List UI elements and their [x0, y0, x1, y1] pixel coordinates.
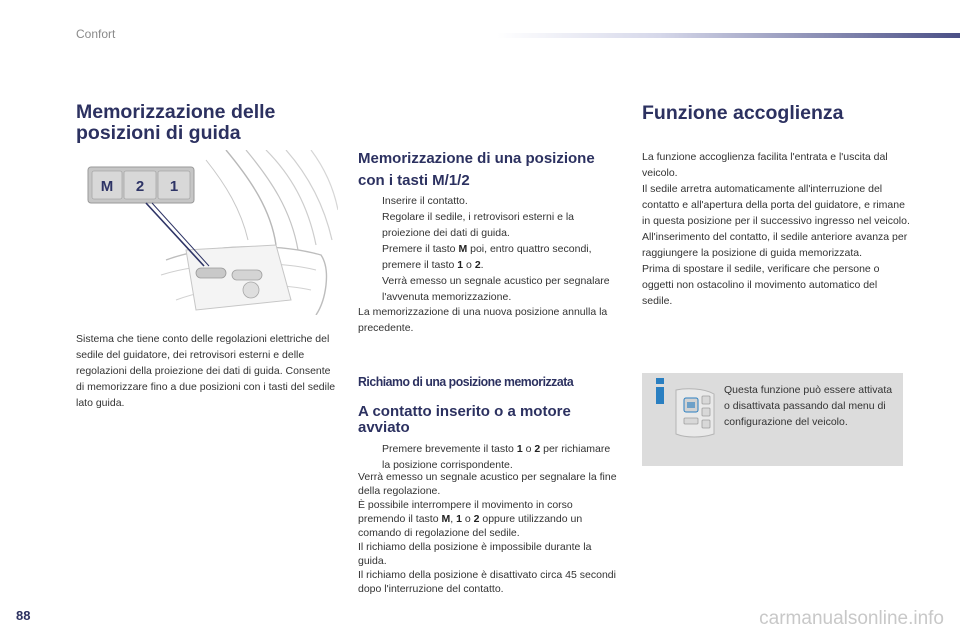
header-bar [497, 33, 960, 38]
paragraph: Il sedile arretra automaticamente all'interruzione del contatto e all'apertura della porta del guidatore, e rimane in questa posizione per il successivo ingresso nel veicolo. [642, 183, 910, 227]
page-number: 88 [16, 608, 31, 623]
key-2: 2 [534, 443, 541, 455]
heading-richiamo: Richiamo di una posizione memorizzata [358, 374, 574, 389]
info-icon [652, 378, 668, 404]
title-line: posizioni di guida [76, 122, 241, 144]
switch-label-1: 1 [169, 178, 179, 195]
paragraph [358, 498, 620, 540]
steering-buttons-icon [672, 388, 718, 438]
list-item [358, 209, 620, 241]
seat-illustration [76, 150, 338, 315]
title-line: A contatto inserito o a motore [358, 403, 571, 420]
watermark: carmanualsonline.info [759, 608, 944, 629]
heading-a-contatto [358, 404, 628, 436]
step-text: Inserire il contatto. [382, 195, 468, 207]
paragraph: Verrà emesso un segnale acustico per segnalare la fine della regolazione. [358, 471, 617, 497]
memo-steps [358, 193, 620, 305]
step-text: Premere brevemente il tasto [382, 443, 517, 455]
switch-label-m: M [100, 178, 114, 195]
key-1: 1 [457, 259, 464, 271]
info-text: Questa funzione può essere attivata o disattivata passando dal menu di configurazione del veicolo. [724, 384, 893, 428]
step-text: o [463, 259, 475, 271]
paragraph: All'inserimento del contatto, il sedile anteriore avanza per raggiungere la posizione di guida memorizzata. [642, 231, 908, 259]
text: , [450, 513, 457, 525]
list-item [358, 193, 620, 209]
richiamo-notes [358, 470, 620, 596]
paragraph: La funzione accoglienza facilita l'entrata e l'uscita dal veicolo. [642, 151, 888, 179]
title-line: avviato [358, 419, 410, 436]
title-line: Memorizzazione di una posizione [358, 150, 595, 167]
key-m: M [441, 513, 451, 525]
section-label: Confort [76, 27, 116, 41]
text: o [461, 513, 474, 525]
key-2: 2 [474, 259, 481, 271]
switch-label-2: 2 [135, 178, 145, 195]
title-line: Memorizzazione delle [76, 101, 276, 123]
memo-note: La memorizzazione di una nuova posizione annulla la precedente. [358, 306, 608, 334]
title-line: con i tasti M/1/2 [358, 172, 470, 189]
section-title-accoglienza: Funzione accoglienza [642, 102, 844, 124]
text: oppure utilizzando un comando di regolazione del sedile. [358, 513, 583, 539]
paragraph: Il richiamo della posizione è impossibile durante la guida. [358, 541, 592, 567]
step-text: Regolare il sedile, i retrovisori esterni e la proiezione dei dati di guida. [382, 211, 574, 239]
key-2: 2 [473, 513, 480, 525]
key-1: 1 [516, 443, 523, 455]
step-text: Premere il tasto [382, 243, 459, 255]
list-item [358, 441, 620, 473]
intro-paragraph: Sistema che tiene conto delle regolazioni elettriche del sedile del guidatore, dei retrovisori esterni e delle regolazioni della proiezione dei dati di guida. Consente di memorizzare fino a due posizioni con i tasti del sedile lato guida. [76, 333, 336, 409]
step-text: poi, entro quattro secondi, premere il tasto [382, 243, 592, 271]
paragraph: Il richiamo della posizione è disattivato circa 45 secondi dopo l'interruzione del contatto. [358, 569, 616, 595]
section-title-memorizzazione [76, 102, 346, 144]
step-continuation: Verrà emesso un segnale acustico per segnalare l'avvenuta memorizzazione. [382, 275, 610, 303]
text: È possibile interrompere il movimento in corso premendo il tasto [358, 499, 573, 525]
paragraph: Prima di spostare il sedile, verificare che persone o oggetti non ostacolino il movimento automatico del sedile. [642, 263, 880, 307]
key-1: 1 [456, 513, 462, 525]
step-text: . [480, 259, 484, 271]
accoglienza-text [642, 149, 910, 309]
heading-memorizzazione-posizione [358, 148, 628, 192]
step-text: o [522, 443, 535, 455]
richiamo-steps [358, 441, 620, 473]
step-text: per richiamare la posizione corrispondente. [382, 443, 611, 471]
key-m: M [458, 243, 468, 255]
list-item [358, 241, 620, 273]
